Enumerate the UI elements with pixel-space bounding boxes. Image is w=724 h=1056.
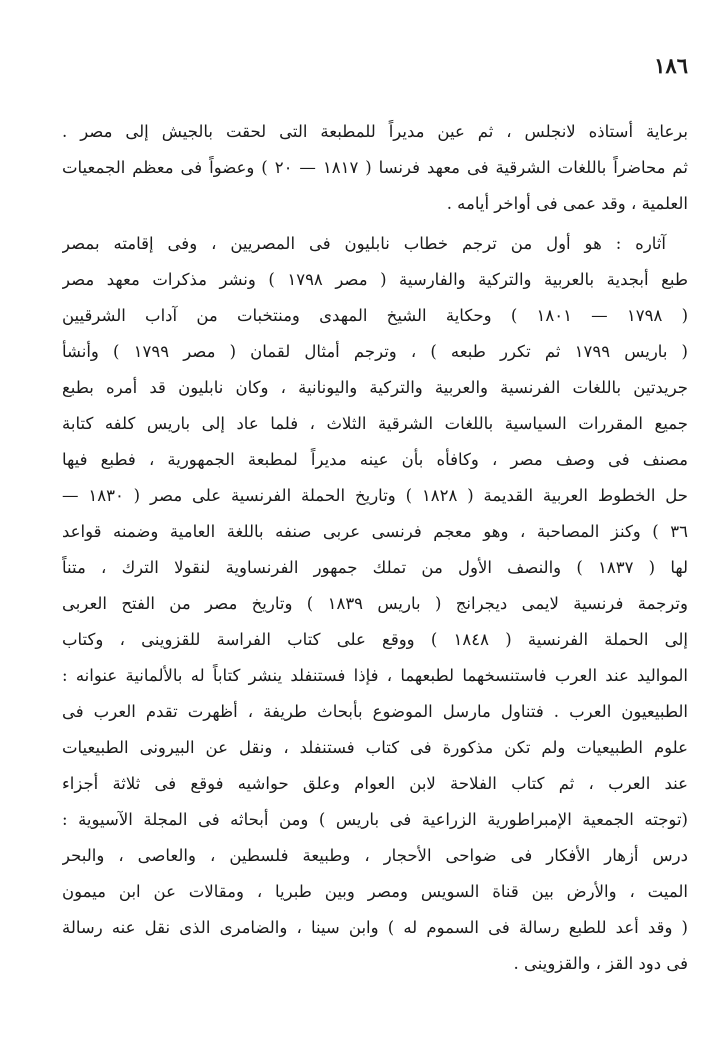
text-line: مصنف فى وصف مصر ، وكافأه بأن عينه مديراً لمطبعة الجمهورية ، فطبع فيها xyxy=(62,450,688,469)
text-line: ٣٦ ) وكنز المصاحبة ، وهو معجم فرنسى عربى صنفه باللغة العامية وضمنه قواعد xyxy=(62,522,688,541)
text-line: درس أزهار الأفكار فى ضواحى الأحجار ، وطبيعة فلسطين ، والعاصى ، والبحر xyxy=(62,846,688,865)
paragraph-works xyxy=(62,226,688,982)
text-line: برعاية أستاذه لانجلس ، ثم عين مديراً للمطبعة التى لحقت بالجيش إلى مصر . xyxy=(62,122,688,141)
text-line: عند العرب ، ثم كتاب الفلاحة لابن العوام وعلق حواشيه فوقع فى ثلاثة أجزاء xyxy=(62,774,688,793)
text-line: لها ( ١٨٣٧ ) والنصف الأول من تملك جمهور الفرنساوية لنقولا الترك ، متناً xyxy=(62,558,688,577)
text-line: ( باريس ١٧٩٩ ثم تكرر طبعه ) ، وترجم أمثال لقمان ( مصر ١٧٩٩ ) وأنشأ xyxy=(62,342,688,361)
text-line: آثاره : هو أول من ترجم خطاب نابليون فى المصريين ، وفى إقامته بمصر xyxy=(62,234,666,253)
book-page xyxy=(62,0,688,1056)
text-line: إلى الحملة الفرنسية ( ١٨٤٨ ) ووقع على كتاب الفراسة للقزوينى ، وكتاب xyxy=(62,630,688,649)
text-line: حل الخطوط العربية القديمة ( ١٨٢٨ ) وتاريخ الحملة الفرنسية على مصر ( ١٨٣٠ — xyxy=(62,486,688,505)
text-line: الطبيعيون العرب . فتناول مارسل الموضوع بأبحاث طريفة ، أظهرت تقدم العرب فى xyxy=(62,702,688,721)
text-line: ( وقد أعد للطبع رسالة فى السموم له ) وابن سينا ، والضامرى الذى نقل عنه رسالة xyxy=(62,918,688,937)
text-line: وترجمة فرنسية لايمى ديجرانج ( باريس ١٨٣٩ ) وتاريخ مصر من الفتح العربى xyxy=(62,594,688,613)
text-line: علوم الطبيعيات ولم تكن مذكورة فى كتاب فستنفلد ، ونقل عن البيرونى الطبيعيات xyxy=(62,738,688,757)
page-number: ١٨٦ xyxy=(654,53,688,78)
paragraph-biography-end xyxy=(62,114,688,222)
text-line: العلمية ، وقد عمى فى أواخر أيامه . xyxy=(446,194,688,213)
text-line: الميت ، والأرض بين قناة السويس ومصر وبين طبريا ، ومقالات عن ابن ميمون xyxy=(62,882,688,901)
text-line: طبع أبجدية بالعربية والتركية والفارسية ( مصر ١٧٩٨ ) ونشر مذكرات معهد مصر xyxy=(62,270,688,289)
text-line: فى دود القز ، والقزوينى . xyxy=(513,954,688,973)
text-line: المواليد عند العرب فاستنسخهما لطبعهما ، فإذا فستنفلد ينشر كتاباً له بالألمانية عنوانه : xyxy=(62,666,688,685)
text-line: (توجته الجمعية الإمبراطورية الزراعية فى باريس ) ومن أبحاثه فى المجلة الآسيوية : xyxy=(62,810,688,829)
text-line: ثم محاضراً باللغات الشرقية فى معهد فرنسا ( ١٨١٧ — ٢٠ ) وعضواً فى معظم الجمعيات xyxy=(62,158,688,177)
text-line: جريدتين باللغات الفرنسية والعربية والتركية واليونانية ، وكان نابليون قد أمره بطبع xyxy=(62,378,688,397)
text-line: ( ١٧٩٨ — ١٨٠١ ) وحكاية الشيخ المهدى ومنتخبات من آداب الشرقيين xyxy=(62,306,688,325)
text-line: جميع المقررات السياسية باللغات الشرقية الثلاث ، فلما عاد إلى باريس كلفه كتابة xyxy=(62,414,688,433)
